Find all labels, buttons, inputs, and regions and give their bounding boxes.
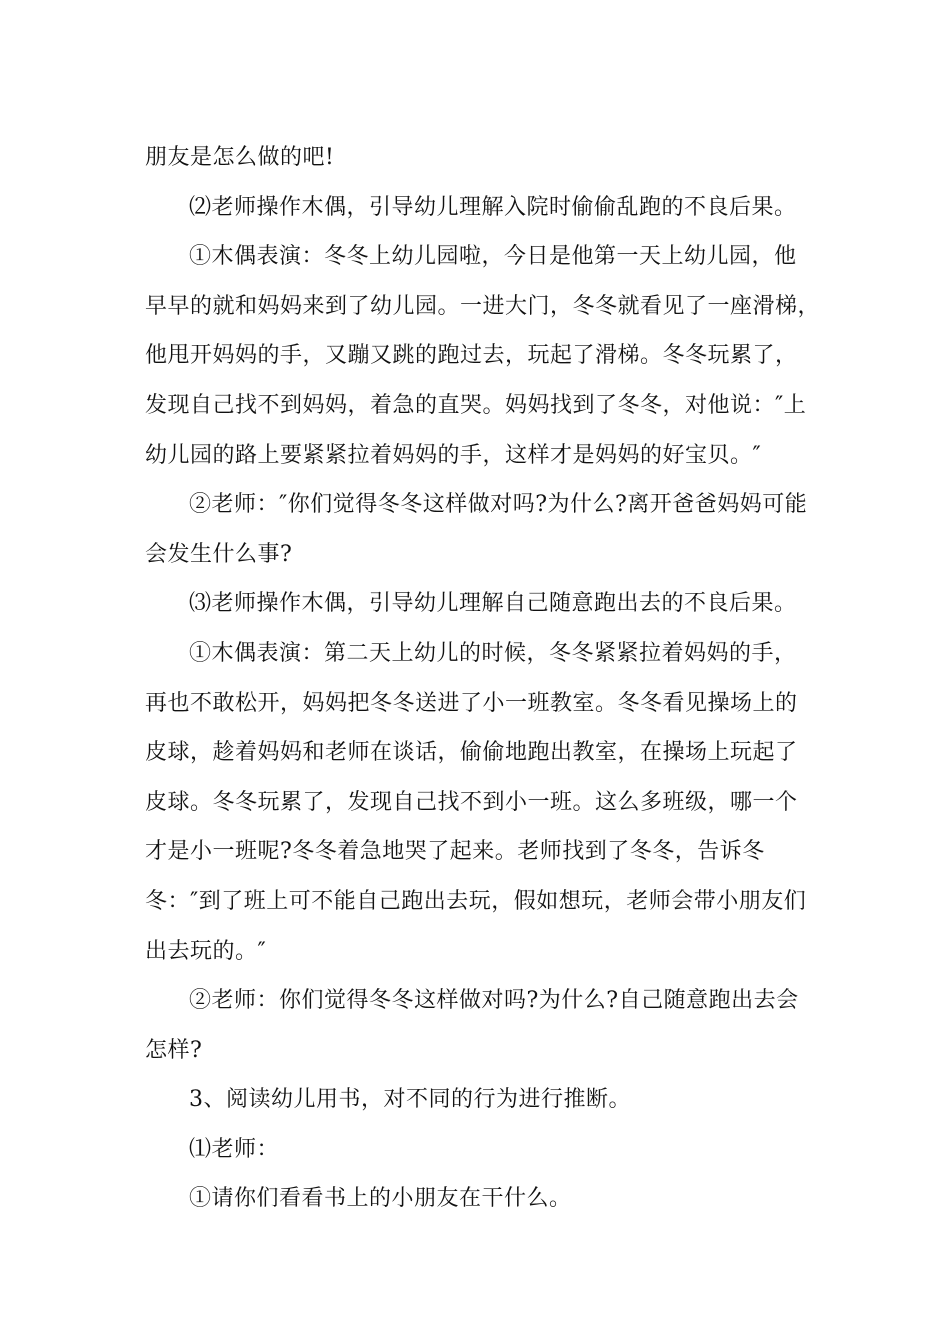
text-line: 会发生什么事? [145, 541, 293, 567]
text-line: ⑵老师操作木偶，引导幼儿理解入院时偷偷乱跑的不良后果。 [189, 194, 797, 220]
text-line: 发现自己找不到妈妈，着急的直哭。妈妈找到了冬冬，对他说：″上 [145, 392, 807, 418]
text-line: 出去玩的。″ [145, 938, 267, 964]
text-line: ⑴老师： [189, 1136, 280, 1162]
text-line: ⑶老师操作木偶，引导幼儿理解自己随意跑出去的不良后果。 [189, 591, 797, 617]
text-line: ②老师：你们觉得冬冬这样做对吗?为什么?自己随意跑出去会 [189, 988, 799, 1014]
text-line: 才是小一班呢?冬冬着急地哭了起来。老师找到了冬冬，告诉冬 [145, 839, 765, 865]
text-line: 怎样? [145, 1037, 203, 1063]
text-line: 皮球，趁着妈妈和老师在谈话，偷偷地跑出教室，在操场上玩起了 [145, 740, 798, 766]
text-line: 再也不敢松开，妈妈把冬冬送进了小一班教室。冬冬看见操场上的 [145, 690, 798, 716]
text-line: 幼儿园的路上要紧紧拉着妈妈的手，这样才是妈妈的好宝贝。″ [145, 442, 762, 468]
document-body [145, 133, 821, 1224]
text-line: ①木偶表演：第二天上幼儿的时候，冬冬紧紧拉着妈妈的手， [189, 640, 797, 666]
text-line: 冬：″到了班上可不能自己跑出去玩，假如想玩，老师会带小朋友们 [145, 888, 807, 914]
text-line: 他甩开妈妈的手，又蹦又跳的跑过去，玩起了滑梯。冬冬玩累了， [145, 343, 798, 369]
text-line: ①木偶表演：冬冬上幼儿园啦，今日是他第一天上幼儿园，他 [189, 244, 797, 270]
text-line: 朋友是怎么做的吧! [145, 145, 335, 170]
text-line: ②老师：″你们觉得冬冬这样做对吗?为什么?离开爸爸妈妈可能 [189, 492, 808, 518]
text-line: 早早的就和妈妈来到了幼儿园。一进大门，冬冬就看见了一座滑梯， [145, 293, 821, 319]
text-line: 3、阅读幼儿用书，对不同的行为进行推断。 [189, 1087, 631, 1113]
text-line: 皮球。冬冬玩累了，发现自己找不到小一班。这么多班级，哪一个 [145, 789, 798, 815]
text-line: ①请你们看看书上的小朋友在干什么。 [189, 1186, 572, 1212]
